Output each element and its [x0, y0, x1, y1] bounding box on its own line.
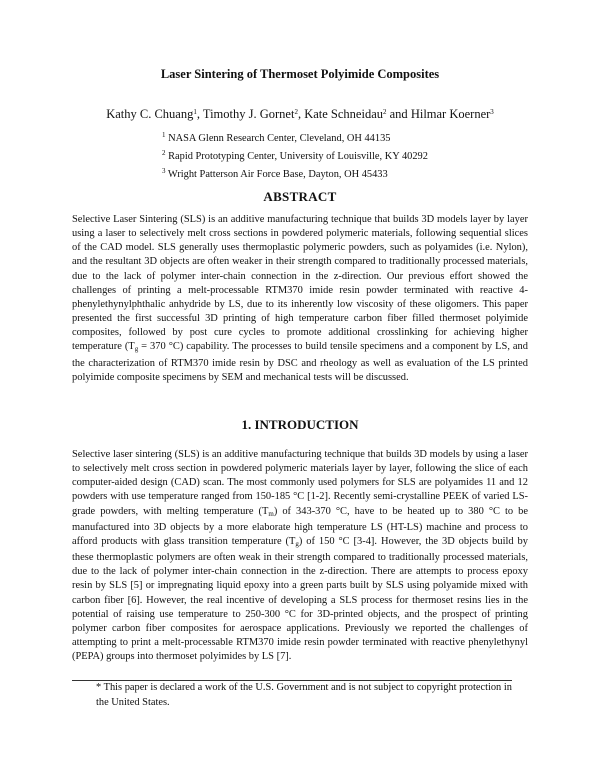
- abstract-paragraph: Selective Laser Sintering (SLS) is an additive manufacturing technique that builds 3D models layer by layer using a laser to selectively melt cross sections in powdered polymeric materials, following sequential slices of the CAD model. SLS generally uses thermoplastic polymeric powders, such as polyamides (i.e. Nylon), and the resultant 3D objects are often weaker in their strength compared to traditionally processed materials, due to the lack of polymer inter-chain connection in the z-direction. Our previous effort showed the challenges of printing a melt-processable RTM370 imide resin powder terminated with reactive 4-phenylethynylphthalic anhydride by LS, due to its inherently low viscosity of these oligomers. This paper presented the first successful 3D printing of high temperature carbon fiber filled thermoset polyimide composites, followed by post cure cycles to promote additional crosslinking for achieving higher temperature ($T_g = 370$ °C) capability. The processes to build tensile specimens and a component by LS, and the characterization of RTM370 imide resin by DSC and rheology as well as evaluation of the LS printed polyimide composite specimens by SEM and mechanical tests will be discussed.: [72, 214, 528, 383]
- affiliation: $^3$ Wright Patterson Air Force Base, Dayton, OH 45433: [162, 167, 388, 180]
- abstract-heading: ABSTRACT: [263, 189, 337, 204]
- author: Timothy J. Gornet$^2$,: [202, 107, 305, 121]
- author: Kate Schneidau$^2$ and: [304, 107, 411, 121]
- paper-title: Laser Sintering of Thermoset Polyimide Composites: [160, 67, 440, 81]
- footnote: * This paper is declared a work of the U.S. Government and is not subject to copyright protection in the United States.: [96, 682, 512, 708]
- affiliation-list: [162, 128, 428, 182]
- author: Kathy C. Chuang$^1$,: [106, 107, 203, 121]
- affiliation: $^1$ NASA Glenn Research Center, Cleveland, OH 44135: [162, 131, 391, 144]
- author: Hilmar Koerner$^3$: [410, 107, 494, 121]
- introduction-paragraph: Selective laser sintering (SLS) is an additive manufacturing technique that builds 3D models by using a laser to selectively melt cross section in powdered polymeric materials layer by layer, following the slice of each computer-aided design (CAD) scan. The most commonly used polymers for SLS are polyamides 11 and 12 powders with use temperature ranged from 150-185 °C [1-2]. Recently semi-crystalline PEEK of varied LS-grade powders, with melting temperature $(T_m)$ of 343-370 °C, have to be heated up to 380 °C to be manufactured into 3D objects by a more elaborate high temperature LS (HT-LS) machine and process to afford products with glass transition temperature $(T_g)$ of 150 °C [3-4]. However, the 3D objects build by these thermoplastic polymers are often weak in their strength compared to traditionally processed materials, due to the lack of polymer inter-chain connection in the z-direction. There are attempts to process epoxy resin by SLS [5] or impregnating liquid epoxy into a green parts built by SLS using polyamide mixed with carbon fiber [6]. However, the real incentive of developing a SLS process for thermoset resins lies in the potential of raising use temperature to 250-300 °C for 3D-printed objects, and the prospect of printing polymer carbon fiber composites for aerospace applications. Previously we reported the challenges of attempting to print a melt-processable RTM370 imide resin powder terminated with reactive phenylethynyl (PEPA) groups into thermoset polyimides by LS [7].: [72, 449, 528, 663]
- introduction-heading: 1. INTRODUCTION: [241, 417, 359, 432]
- author-list: [0, 107, 600, 122]
- affiliation: $^2$ Rapid Prototyping Center, University of Louisville, KY 40292: [162, 149, 428, 162]
